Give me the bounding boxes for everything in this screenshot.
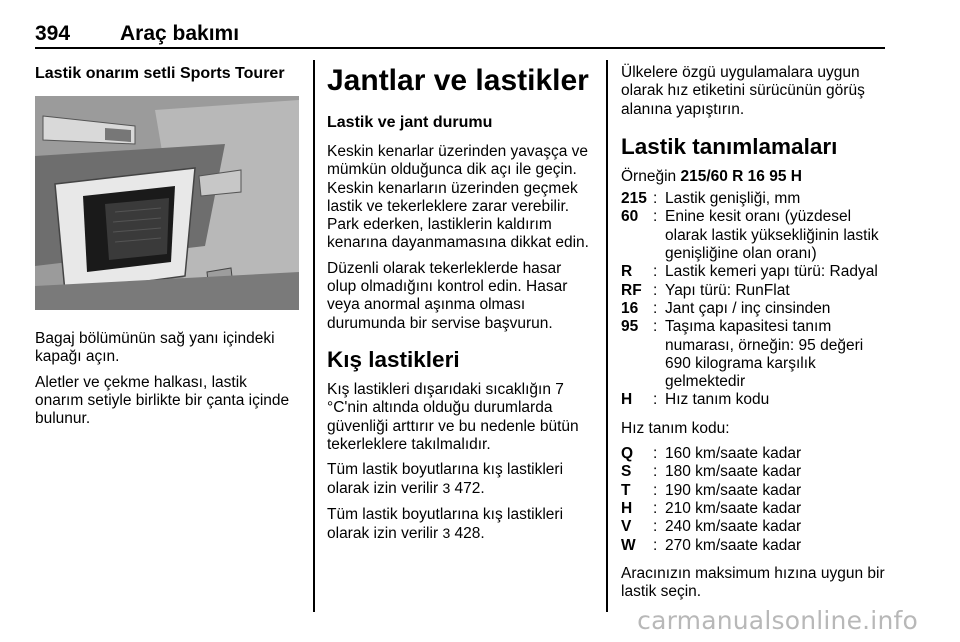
definition-separator: : [653,263,658,281]
definition-key: 60 [621,208,639,226]
definition-key: W [621,536,636,554]
column-divider-2 [606,60,608,612]
page-reference-arrow-icon: 3 [442,525,451,542]
definition-key: H [621,499,633,517]
main-heading: Jantlar ve lastikler [327,64,589,97]
definition-separator: : [653,318,658,336]
condition-heading: Lastik ve jant durumu [327,114,493,131]
definition-key: 215 [621,190,647,208]
designation-row [621,263,891,281]
definition-value: Enine kesit oranı (yüzdesel olarak lastik yüksekliğinin lastik genişliğine olan oranı) [665,208,879,263]
definition-value: 240 km/saate kadar [665,518,802,536]
designation-row [621,190,891,208]
speed-code-heading: Hız tanım kodu: [621,419,730,437]
speed-code-list [621,445,891,555]
definition-separator: : [653,281,658,299]
reference-paragraph: Tüm lastik boyutlarına kış lastikleri olarak izin verilir 3 428. [327,505,564,543]
definition-separator: : [653,536,658,554]
designations-heading: Lastik tanımlamaları [621,133,838,159]
header-rule [35,47,885,49]
page-number: 394 [35,22,71,45]
designation-row [621,282,891,300]
example-line: Örneğin 215/60 R 16 95 H [621,167,802,185]
definition-value: Jant çapı / inç cinsinden [665,299,831,317]
definition-separator: : [653,481,658,499]
watermark: carmanualsonline.info [637,606,918,635]
trunk-compartment-photo [35,96,299,310]
definition-separator: : [653,463,658,481]
definition-separator: : [653,499,658,517]
paragraph: Aletler ve çekme halkası, lastik onarım setiyle birlikte bir çanta içinde bulunur. [35,373,290,428]
column-left [35,64,299,435]
paragraph: Düzenli olarak tekerleklerde hasar olup olmadığını kontrol edin. Hasar veya anormal aşınma olması durumunda bir servise başvurun. [327,259,568,332]
definition-key: V [621,518,632,536]
definition-separator: : [653,208,658,226]
definition-value: 190 km/saate kadar [665,481,802,499]
speed-code-row [621,500,891,518]
definition-separator: : [653,299,658,317]
page-reference-link[interactable]: 428. [454,525,485,543]
definition-key: RF [621,281,642,299]
definition-key: H [621,391,633,409]
definition-value: Lastik genişliği, mm [665,190,801,208]
paragraph: Kış lastikleri dışarıdaki sıcaklığın 7 °C'nin altında olduğu durumlarda güvenliği arttırır ve bu nedenle bütün tekerleklere takılmalıdır. [327,380,579,453]
paragraph: Keskin kenarlar üzerinden yavaşça ve mümkün olduğunca dik açı ile geçin. Keskin kenarların üzerinden geçmek lastik ve tekerleklere zarar verebilir. Park ederken, lastiklerin kaldırım kenarına dayanmamasına dikkat edin. [327,143,589,252]
definition-value: Taşıma kapasitesi tanım numarası, örneğin: 95 değeri 690 kilograma karşılık gelmektedir [665,318,864,391]
definition-key: S [621,463,632,481]
paragraph: Bagaj bölümünün sağ yanı içindeki kapağı açın. [35,330,275,366]
speed-code-row [621,445,891,463]
definition-separator: : [653,518,658,536]
designation-row [621,300,891,318]
column-right [621,64,891,608]
designation-list [621,190,891,410]
page-reference-link[interactable]: 472. [454,480,485,498]
trunk-illustration [35,96,299,310]
speed-code-row [621,463,891,481]
definition-value: 270 km/saate kadar [665,536,802,554]
definition-key: T [621,481,631,499]
page-reference-arrow-icon: 3 [442,480,451,497]
definition-key: Q [621,445,634,463]
definition-value: Hız tanım kodu [665,391,770,409]
winter-tyres-heading: Kış lastikleri [327,346,460,372]
speed-code-row [621,482,891,500]
designation-row [621,208,891,263]
definition-value: 160 km/saate kadar [665,445,802,463]
speed-code-row [621,537,891,555]
paragraph: Ülkelere özgü uygulamalara uygun olarak hız etiketini sürücünün görüş alanına yapıştırın. [621,64,865,118]
definition-separator: : [653,391,658,409]
definition-value: 210 km/saate kadar [665,499,802,517]
column-divider-1 [313,60,315,612]
designation-row [621,391,891,409]
speed-code-row [621,518,891,536]
definition-key: 16 [621,299,639,317]
definition-value: Lastik kemeri yapı türü: Radyal [665,263,878,281]
chapter-title: Araç bakımı [120,22,240,45]
example-code: 215/60 R 16 95 H [680,167,802,185]
definition-key: 95 [621,318,639,336]
definition-key: R [621,263,633,281]
definition-separator: : [653,445,658,463]
definition-value: 180 km/saate kadar [665,463,802,481]
section-title: Lastik onarım setli Sports Tourer [35,65,285,82]
definition-separator: : [653,190,658,208]
paragraph: Aracınızın maksimum hızına uygun bir lastik seçin. [621,564,885,601]
page-header [35,22,885,48]
column-middle [327,64,592,550]
definition-value: Yapı türü: RunFlat [665,281,790,299]
designation-row [621,318,891,391]
reference-paragraph: Tüm lastik boyutlarına kış lastikleri olarak izin verilir 3 472. [327,461,564,498]
